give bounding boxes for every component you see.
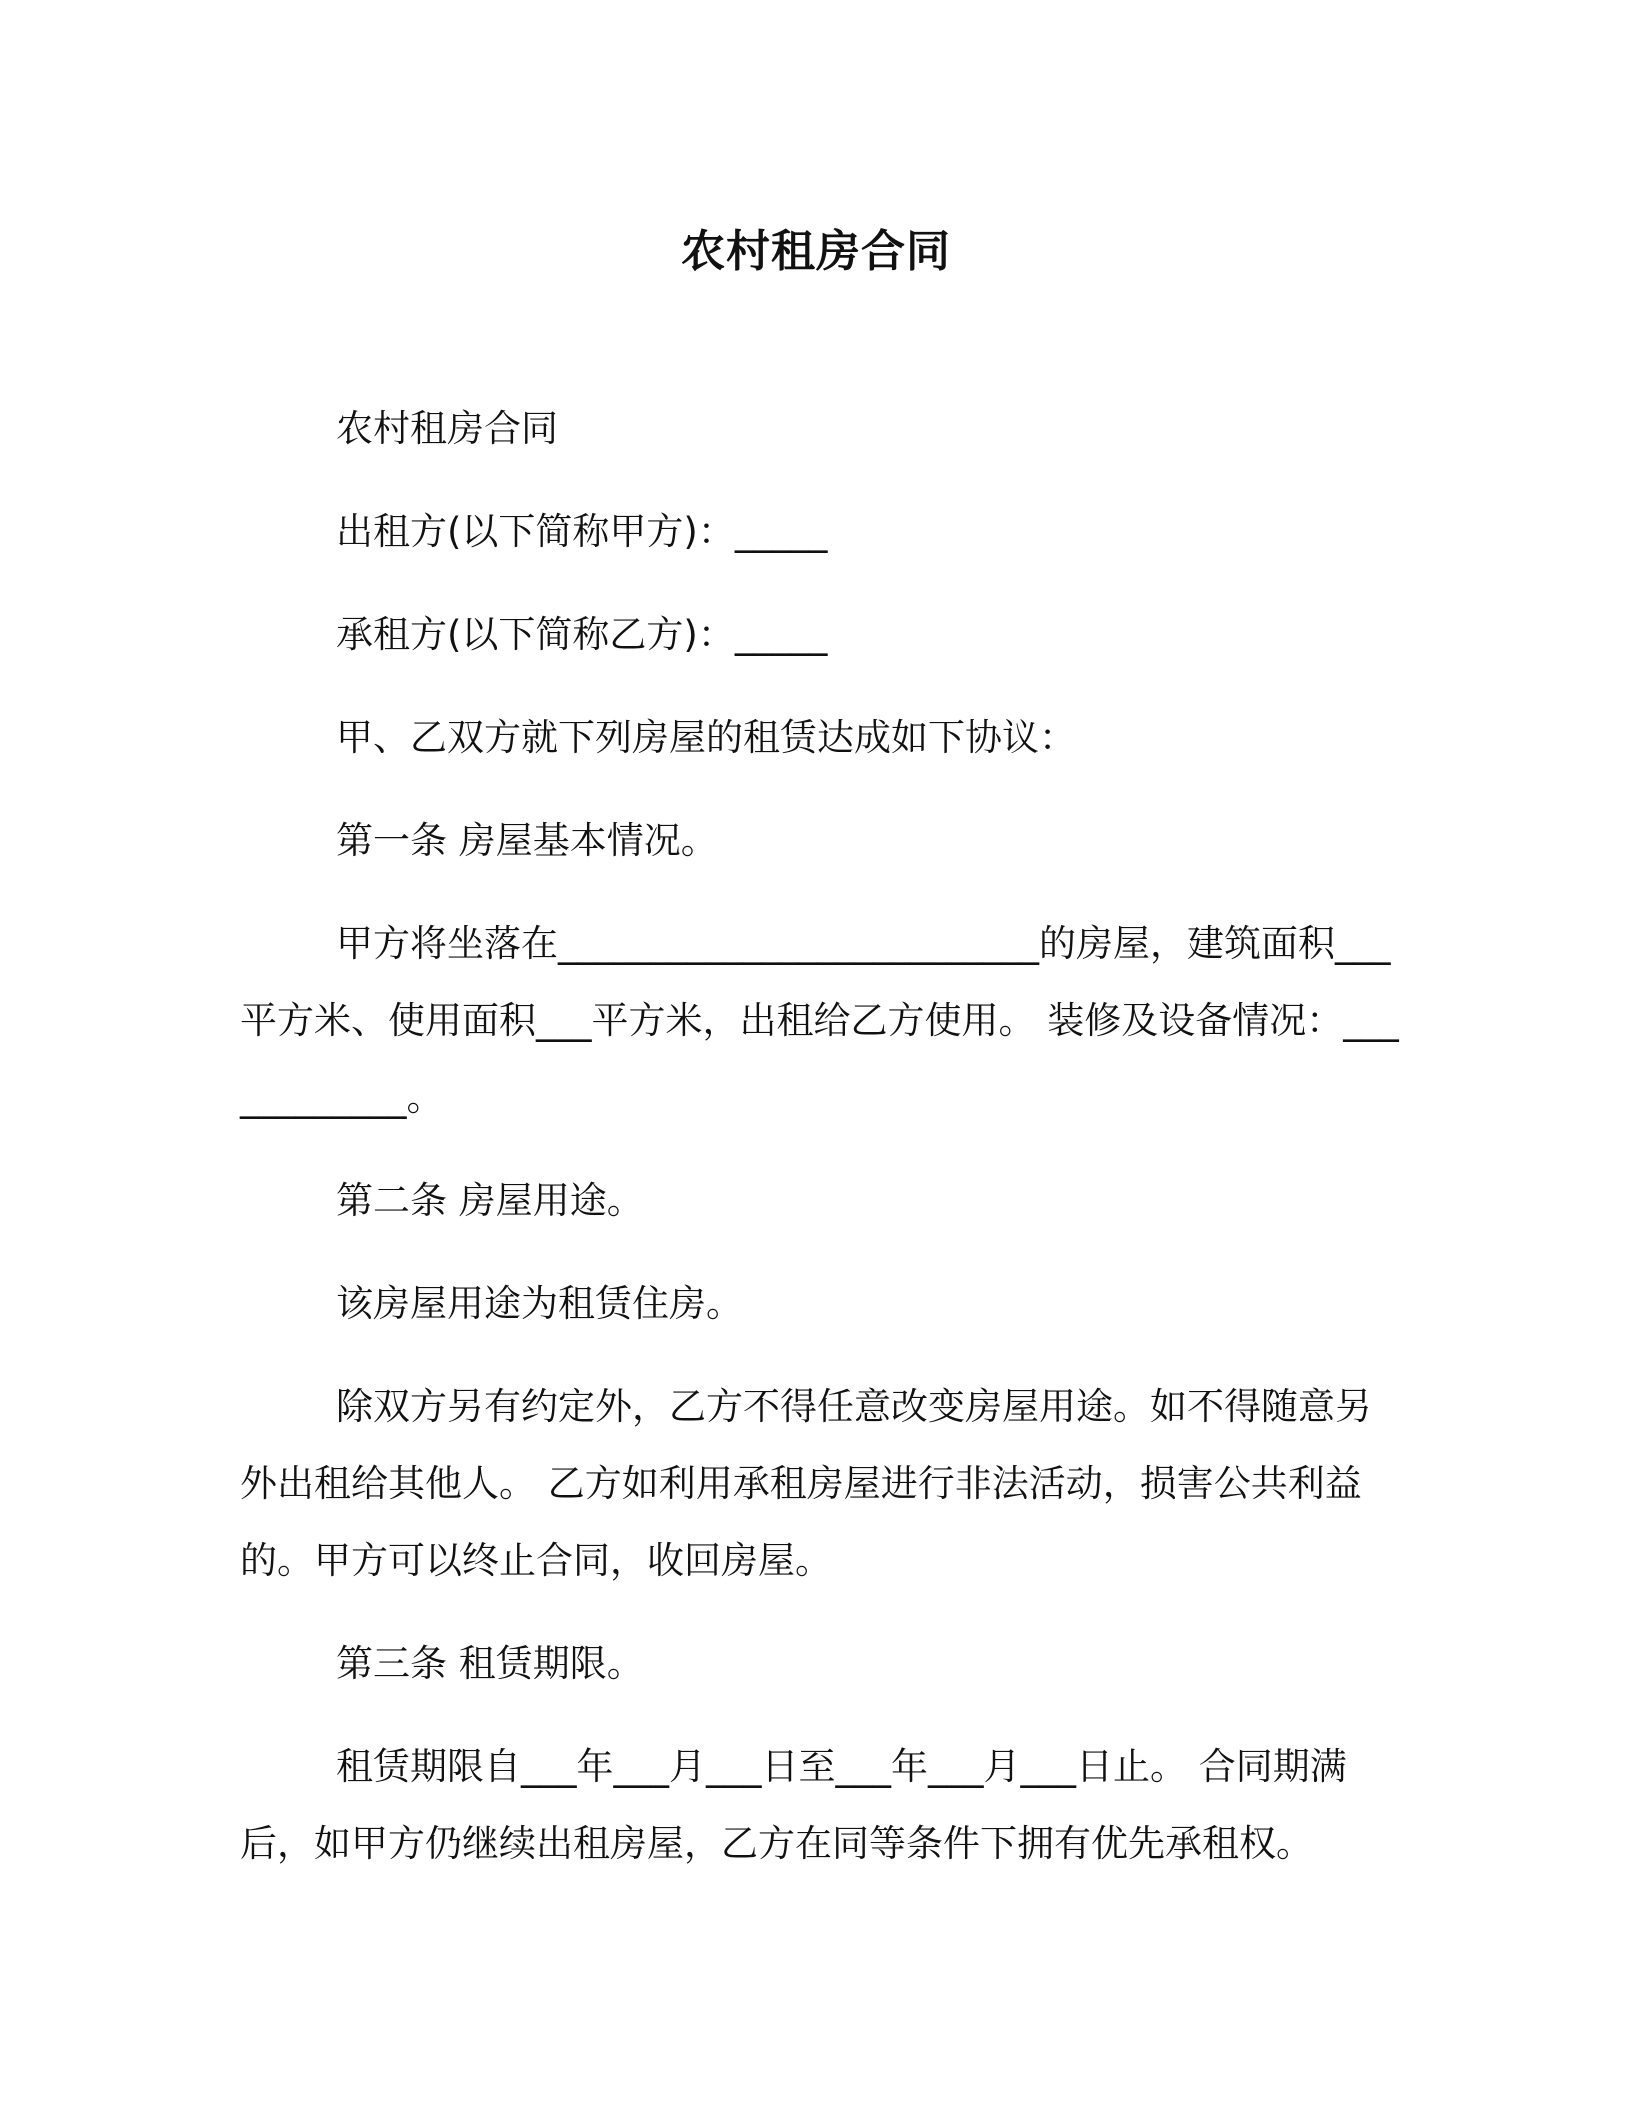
article-2-restrictions: 除双方另有约定外，乙方不得任意改变房屋用途。如不得随意另外出租给其他人。 乙方如利用承租房屋进行非法活动，损害公共利益的。甲方可以终止合同，收回房屋。: [240, 1385, 1372, 1582]
article-2-body: 该房屋用途为租赁住房。: [336, 1282, 743, 1325]
article-3-body: 租赁期限自___年___月___日至___年___月___日止。 合同期满后，如甲方仍继续出租房屋，乙方在同等条件下拥有优先承租权。: [240, 1745, 1347, 1865]
article-2-heading: 第二条 房屋用途。: [336, 1179, 644, 1222]
paragraph-lessor: 出租方(以下简称甲方)：_____: [336, 510, 828, 553]
article-1-heading: 第一条 房屋基本情况。: [336, 819, 718, 862]
article-3-heading: 第三条 租赁期限。: [336, 1642, 644, 1685]
paragraph-agreement-intro: 甲、乙双方就下列房屋的租赁达成如下协议：: [336, 716, 1076, 759]
article-1-body: 甲方将坐落在__________________________的房屋，建筑面积___平方米、使用面积___平方米，出租给乙方使用。 装修及设备情况：____________。: [240, 922, 1399, 1119]
paragraph-subtitle: 农村租房合同: [336, 407, 558, 450]
document-body: [240, 390, 1400, 1908]
document-title: 农村租房合同: [681, 226, 951, 277]
paragraph-lessee: 承租方(以下简称乙方)：_____: [336, 613, 828, 656]
